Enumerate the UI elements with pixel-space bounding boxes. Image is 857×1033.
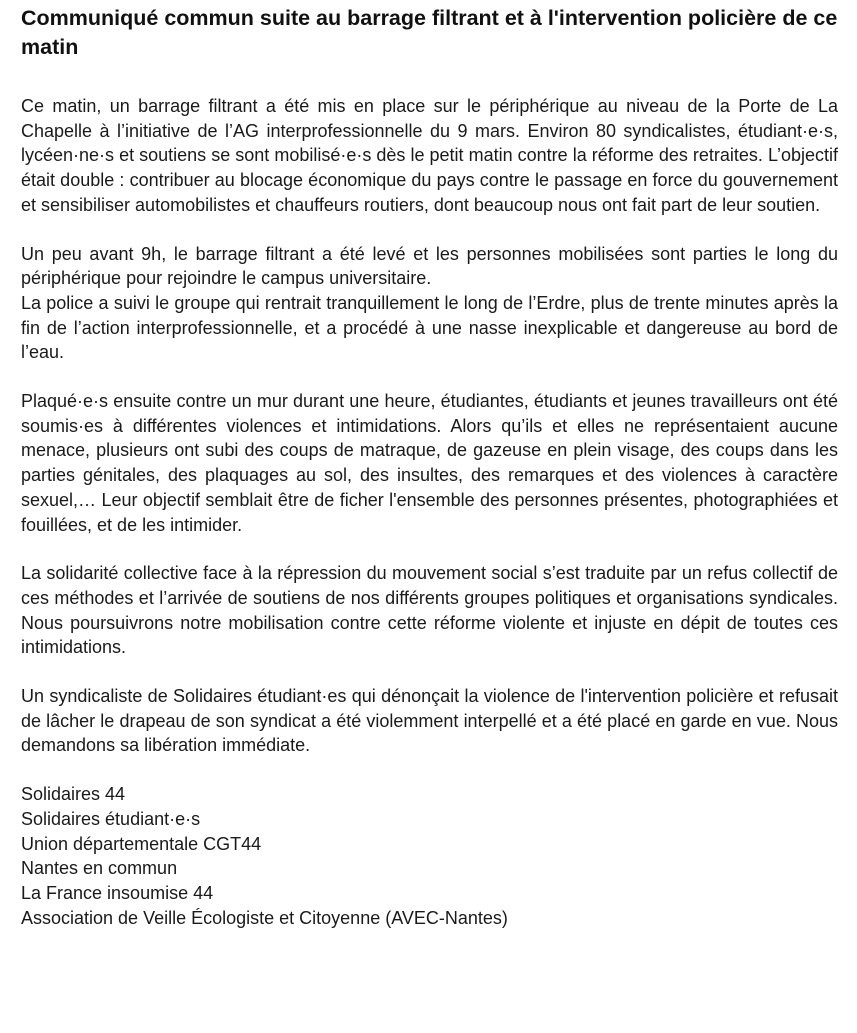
signatories-list [21,782,838,930]
paragraph-police-kettle: La police a suivi le groupe qui rentrait tranquillement le long de l’Erdre, plus de trente minutes après la fin de l’action interprofessionnelle, et a procédé à une nasse inexplicable et dangereuse au bord de l’eau. [21,292,838,363]
signatory: Association de Veille Écologiste et Citoyenne (AVEC-Nantes) [21,907,508,928]
paragraph-solidarity: La solidarité collective face à la répression du mouvement social s’est traduite par un refus collectif de ces méthodes et l’arrivée de soutiens de nos différents groupes politiques et organisations syndicales. Nous poursuivrons notre mobilisation contre cette réforme violente et injuste en dépit de toutes ces intimidations. [21,563,838,658]
paragraph-roadblock: Ce matin, un barrage filtrant a été mis en place sur le périphérique au niveau de la Porte de La Chapelle à l’initiative de l’AG interprofessionnelle du 9 mars. Environ 80 syndicalistes, étudiant·e·s, lycéen·ne·s et soutiens se sont mobilisé·e·s dès le petit matin contre la réforme des retraites. L’objectif était double : contribuer au blocage économique du pays contre le passage en force du gouvernement et sensibiliser automobilistes et chauffeurs routiers, dont beaucoup nous ont fait part de leur soutien. [21,96,838,215]
signatory: Solidaires 44 [21,784,126,805]
signatory: Union départementale CGT44 [21,833,262,854]
signatory: La France insoumise 44 [21,882,214,903]
signatory: Solidaires étudiant·e·s [21,808,201,829]
paragraph-roadblock-lifted: Un peu avant 9h, le barrage filtrant a été levé et les personnes mobilisées sont parties le long du périphérique pour rejoindre le campus universitaire. [21,243,838,289]
signatory: Nantes en commun [21,858,178,879]
press-release [21,4,838,930]
paragraph-violence: Plaqué·e·s ensuite contre un mur durant une heure, étudiantes, étudiants et jeunes travailleurs ont été soumis·es à différentes violences et intimidations. Alors qu’ils et elles ne représentaient aucune menace, plusieurs ont subi des coups de matraque, de gazeuse en plein visage, des coups dans les parties génitales, des plaquages au sol, des insultes, des remarques et des violences à caractère sexuel,… Leur objectif semblait être de ficher l'ensemble des personnes présentes, photographiées et fouillées, et de les intimider. [21,391,838,535]
paragraph-arrest: Un syndicaliste de Solidaires étudiant·es qui dénonçait la violence de l'intervention policière et refusait de lâcher le drapeau de son syndicat a été violemment interpellé et a été placé en garde en vue. Nous demandons sa libération immédiate. [21,686,838,756]
document-title: Communiqué commun suite au barrage filtrant et à l'intervention policière de ce matin [21,6,838,59]
